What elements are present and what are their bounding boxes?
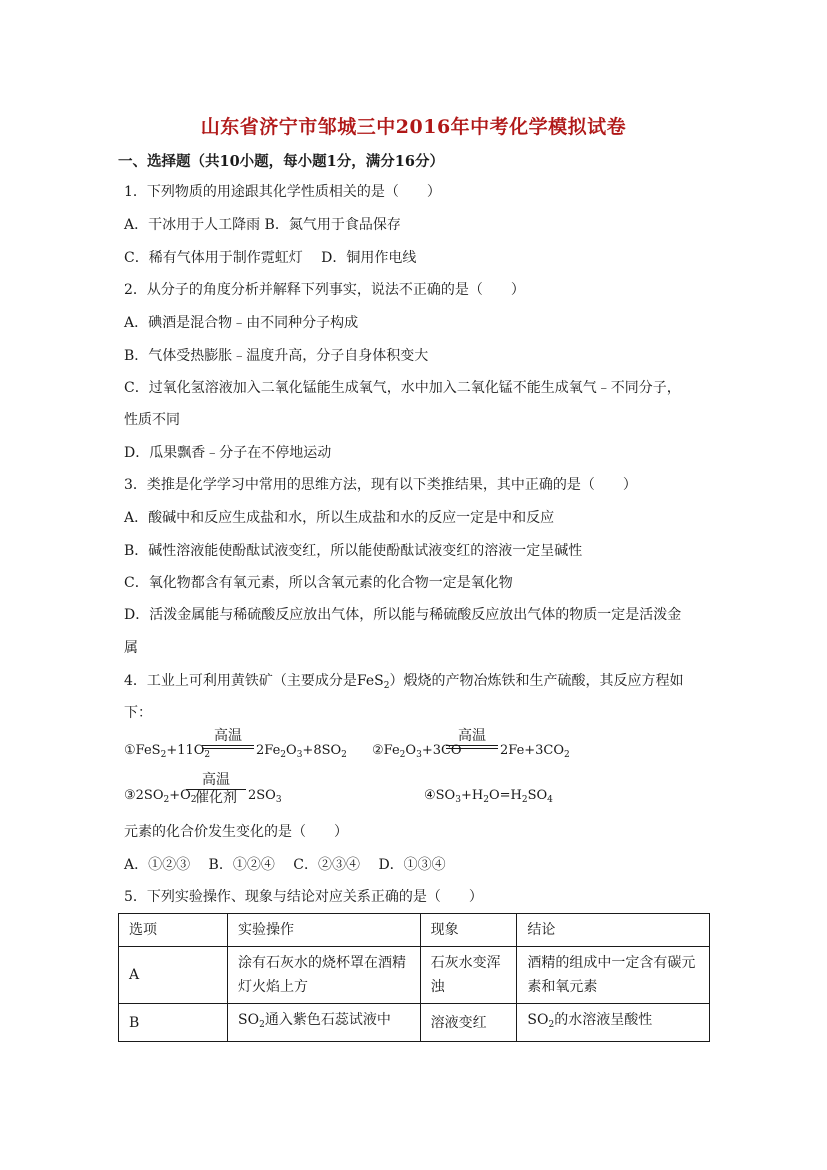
q2-stem: 2．从分子的角度分析并解释下列事实，说法不正确的是（ ） — [124, 282, 525, 298]
q2-option-c-line1: C．过氧化氢溶液加入二氧化锰能生成氧气，水中加入二氧化锰不能生成氧气﹣不同分子， — [124, 380, 681, 396]
equation-2-lhs: $②Fe_2O_3+3CO$ — [372, 743, 462, 760]
q2-option-c-line2: 性质不同 — [124, 412, 180, 428]
q2-option-d: D．瓜果飘香﹣分子在不停地运动 — [124, 445, 332, 461]
section-heading: 一、选择题（共10小题，每小题1分，满分16分） — [118, 153, 444, 170]
q3-option-d-line1: D．活泼金属能与稀硫酸反应放出气体，所以能与稀硫酸反应放出气体的物质一定是活泼金 — [124, 607, 682, 623]
q4-stem-line2: 下： — [124, 705, 152, 721]
equation-4: $④SO_3+H_2O=H_2SO_4$ — [424, 788, 553, 805]
q4-stem-line1: 4．工业上可利用黄铁矿（主要成分是FeS$_2$）煅烧的产物冶炼铁和生产硫酸，其反应方程如 — [124, 673, 684, 691]
q1-stem: 1．下列物质的用途跟其化学性质相关的是（ ） — [124, 184, 441, 200]
table-cell-operation: 涂有石灰水的烧杯罩在酒精灯火焰上方 — [228, 947, 421, 1004]
page-title: 山东省济宁市邹城三中2016年中考化学模拟试卷 — [200, 116, 627, 138]
table-cell-operation: $SO_2$通入紫色石蕊试液中 — [228, 1004, 421, 1042]
table-row — [119, 1004, 710, 1042]
table-header-cell: 现象 — [420, 914, 517, 947]
equation-3-condition: 高温 催化剂 — [186, 772, 246, 806]
table-cell-phenomenon: 石灰水变浑浊 — [420, 947, 517, 1004]
table-row — [119, 947, 710, 1004]
table-cell-conclusion: $SO_2$的水溶液呈酸性 — [517, 1004, 710, 1042]
equation-2-rhs: $2Fe+3CO_2$ — [500, 743, 570, 760]
equation-3-rhs: $2SO_3$ — [248, 788, 282, 805]
equation-2-condition: 高温 — [446, 728, 498, 749]
experiment-table — [118, 913, 710, 1042]
q4-options: A．①②③ B．①②④ C．②③④ D．①③④ — [124, 857, 446, 873]
q3-option-b: B．碱性溶液能使酚酞试液变红，所以能使酚酞试液变红的溶液一定呈碱性 — [124, 543, 583, 559]
equation-1-lhs: $①FeS_2+11O_2$ — [124, 743, 211, 760]
table-cell-phenomenon: 溶液变红 — [420, 1004, 517, 1042]
q2-option-a: A．碘酒是混合物﹣由不同种分子构成 — [124, 315, 359, 331]
q3-option-d-line2: 属 — [124, 640, 138, 656]
q1-options-cd: C．稀有气体用于制作霓虹灯 D．铜用作电线 — [124, 250, 417, 266]
q2-option-b: B．气体受热膨胀﹣温度升高，分子自身体积变大 — [124, 348, 429, 364]
q1-options-ab: A．干冰用于人工降雨 B．氮气用于食品保存 — [124, 217, 401, 233]
equation-3-lhs: $③2SO_2+O_2$ — [124, 788, 197, 805]
q4-question: 元素的化合价发生变化的是（ ） — [124, 824, 348, 840]
table-header-cell: 选项 — [119, 914, 228, 947]
q3-option-c: C．氧化物都含有氧元素，所以含氧元素的化合物一定是氧化物 — [124, 575, 513, 591]
table-header-cell: 结论 — [517, 914, 710, 947]
table-cell-conclusion: 酒精的组成中一定含有碳元素和氧元素 — [517, 947, 710, 1004]
q3-stem: 3．类推是化学学习中常用的思维方法，现有以下类推结果，其中正确的是（ ） — [124, 477, 637, 493]
table-cell-option: A — [119, 947, 228, 1004]
table-cell-option: B — [119, 1004, 228, 1042]
table-header-cell: 实验操作 — [228, 914, 421, 947]
equation-1-rhs: $2Fe_2O_3+8SO_2$ — [256, 743, 347, 760]
table-header-row — [119, 914, 710, 947]
q3-option-a: A．酸碱中和反应生成盐和水，所以生成盐和水的反应一定是中和反应 — [124, 510, 555, 526]
q5-stem: 5．下列实验操作、现象与结论对应关系正确的是（ ） — [124, 889, 483, 905]
equation-1-condition: 高温 — [202, 728, 254, 749]
